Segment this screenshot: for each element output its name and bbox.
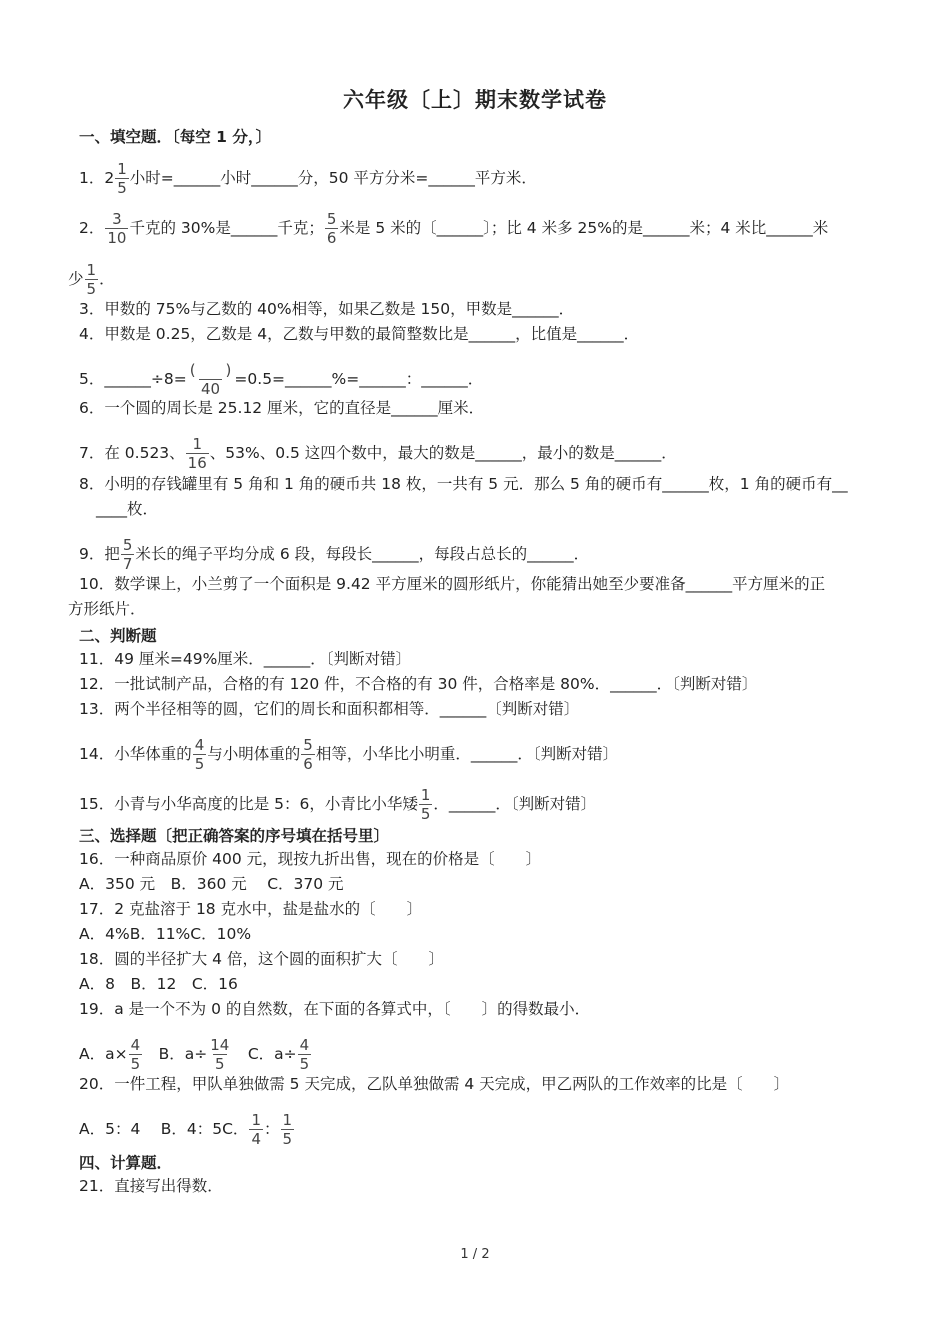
question-5: 5．______÷8= $\frac{( )}{40}$ =0.5=______%=______：______． [79, 361, 484, 398]
question-8-cont: ____枚． [96, 500, 159, 518]
fraction: $\frac{1}{5}$ [420, 786, 431, 823]
question-13: 13．两个半径相等的圆，它们的周长和面积都相等．______〔判断对错〕 [79, 700, 580, 718]
question-10-cont: 方形纸片． [68, 600, 146, 618]
question-17: 17．2 克盐溶于 18 克水中，盐是盐水的〔 〕 [79, 900, 423, 918]
question-7: 7．在 0.523、 $\frac{1}{16}$ 、53%、0.5 这四个数中，最大的数是______，最小的数是______． [79, 435, 677, 472]
fraction: $\frac{3}{10}$ [107, 210, 127, 247]
question-20-options: A．5：4 B．4：5C． $\frac{1}{4}$ ： $\frac{1}{5}$ [79, 1111, 293, 1148]
question-20: 20．一件工程，甲队单独做需 5 天完成，乙队单独做需 4 天完成，甲乙两队的工作效率的比是〔 〕 [79, 1075, 790, 1093]
question-9: 9．把 $\frac{5}{7}$ 米长的绳子平均分成 6 段，每段长______，每段占总长的______． [79, 536, 590, 573]
question-12: 12．一批试制产品，合格的有 120 件，不合格的有 30 件，合格率是 80%．______．〔判断对错〕 [79, 675, 758, 693]
question-3: 3．甲数的 75%与乙数的 40%相等，如果乙数是 150，甲数是______． [79, 300, 575, 318]
fraction: $\frac{1}{5}$ [117, 160, 127, 197]
question-10: 10．数学课上，小兰剪了一个面积是 9.42 平方厘米的圆形纸片，你能猜出她至少要准备______平方厘米的正 [79, 575, 826, 593]
question-1: 1．2 $\frac{1}{5}$ 小时=______小时______分，50 平方分米=______平方米． [79, 160, 537, 197]
page-title: 六年级〔上〕期末数学试卷 [343, 88, 607, 112]
fraction: $\frac{5}{6}$ [303, 736, 313, 773]
fraction: $\frac{( )}{40}$ [189, 361, 232, 398]
fraction: $\frac{5}{7}$ [122, 536, 133, 573]
question-2: 2． $\frac{3}{10}$ 千克的 30%是______千克； $\frac{5}{6}$ 米是 5 米的〔______〕；比 4 米多 25%的是______米；4 米比______米 [79, 210, 829, 247]
section-heading-true-false: 二、判断题 [79, 627, 157, 645]
question-19: 19．a 是一个不为 0 的自然数，在下面的各算式中，〔 〕的得数最小． [79, 1000, 591, 1018]
section-heading-calculation: 四、计算题． [79, 1154, 173, 1172]
section-heading-fill-blank: 一、填空题．〔每空 1 分，〕 [79, 128, 272, 146]
question-14: 14．小华体重的 $\frac{4}{5}$ 与小明体重的 $\frac{5}{6}$ 相等，小华比小明重．______．〔判断对错〕 [79, 736, 619, 773]
fraction: $\frac{1}{16}$ [187, 435, 207, 472]
question-19-options: A．a× $\frac{4}{5}$ B．a÷ $\frac{14}{5}$ C．a÷ $\frac{4}{5}$ [79, 1036, 310, 1073]
question-8: 8．小明的存钱罐里有 5 角和 1 角的硬币共 18 枚，一共有 5 元．那么 5 角的硬币有______枚，1 角的硬币有__ [79, 475, 848, 493]
question-18-options: A．8 B．12 C．16 [79, 975, 238, 993]
fraction: $\frac{1}{5}$ [86, 261, 97, 298]
question-11: 11．49 厘米=49%厘米．______．〔判断对错〕 [79, 650, 412, 668]
question-16: 16．一种商品原价 400 元，现按九折出售，现在的价格是〔 〕 [79, 850, 542, 868]
question-17-options: A．4%B．11%C．10% [79, 925, 252, 943]
fraction: $\frac{4}{5}$ [299, 1036, 310, 1073]
fraction: $\frac{1}{5}$ [282, 1111, 293, 1148]
page-number: 1 / 2 [460, 1247, 490, 1262]
question-6: 6．一个圆的周长是 25.12 厘米，它的直径是______厘米． [79, 399, 485, 417]
section-heading-multiple-choice: 三、选择题〔把正确答案的序号填在括号里〕 [79, 827, 390, 845]
question-4: 4．甲数是 0.25，乙数是 4，乙数与甲数的最简整数比是______，比值是______． [79, 325, 640, 343]
fraction: $\frac{5}{6}$ [326, 210, 337, 247]
question-18: 18．圆的半径扩大 4 倍，这个圆的面积扩大〔 〕 [79, 950, 444, 968]
question-16-options: A．350 元 B．360 元 C．370 元 [79, 875, 344, 893]
fraction: $\frac{1}{4}$ [251, 1111, 261, 1148]
fraction: $\frac{4}{5}$ [194, 736, 205, 773]
question-2-cont: 少 $\frac{1}{5}$ ． [68, 261, 115, 298]
question-15: 15．小青与小华高度的比是 5：6，小青比小华矮 $\frac{1}{5}$ ．______．〔判断对错〕 [79, 786, 597, 823]
question-21: 21．直接写出得数． [79, 1177, 223, 1195]
fraction: $\frac{14}{5}$ [210, 1036, 230, 1073]
fraction: $\frac{4}{5}$ [130, 1036, 141, 1073]
